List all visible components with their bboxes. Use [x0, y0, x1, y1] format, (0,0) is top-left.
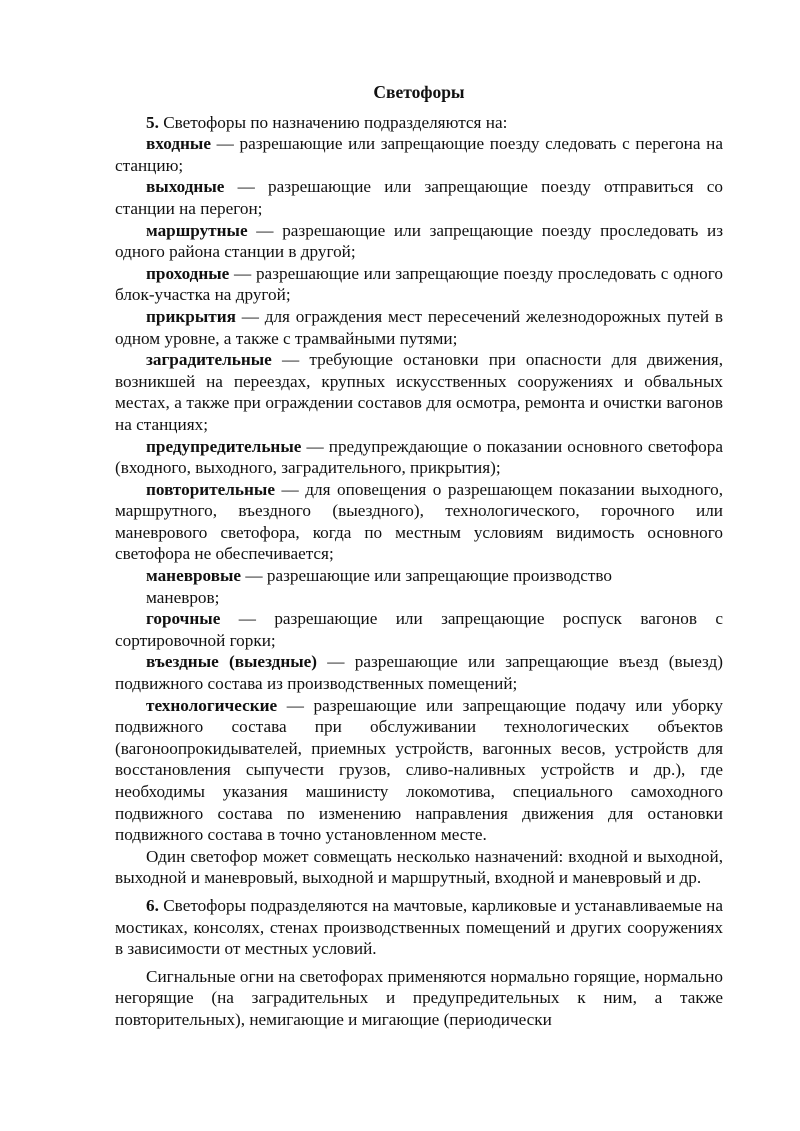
paragraph-combo: Один светофор может совмещать несколько назначений: входной и выходной, выходной и маневровый, выходной и маршрутный, входной и маневровый и др.	[115, 846, 723, 888]
list-item	[115, 133, 723, 176]
list-term: маршрутные	[146, 220, 248, 240]
list-term: предупредительные	[146, 436, 302, 456]
paragraph-signals: Сигнальные огни на светофорах применяются нормально горящие, нормально негорящие (на заградительных и предупредительных к ним, а также повторительных), немигающие и мигающие (периодически	[115, 966, 723, 1029]
list-term: заградительные	[146, 350, 272, 370]
paragraph-section-6	[115, 895, 723, 960]
section-6-text: Светофоры подразделяются на мачтовые, карликовые и устанавливаемые на мостиках, консолях, стенах производственных помещений и других сооружениях в зависимости от местных условий.	[115, 895, 723, 959]
list-text: — разрешающие или запрещающие поезду проследовать с одного блок-участка на другой;	[115, 263, 723, 305]
list-item	[115, 176, 723, 219]
list-text: — разрешающие или запрещающие поезду следовать с перегона на станцию;	[115, 134, 723, 175]
list-item	[115, 565, 723, 608]
list-term: проходные	[146, 263, 230, 283]
list-text: — разрешающие или запрещающие роспуск вагонов с сортировочной горки;	[115, 609, 723, 650]
page-title: Светофоры	[373, 82, 465, 102]
list-text: — разрешающие или запрещающие въезд (выезд) подвижного состава из производственных помещений;	[115, 652, 723, 694]
list-term: повторительные	[146, 479, 275, 499]
list-item	[115, 349, 723, 435]
list-item	[115, 479, 723, 565]
list-item	[115, 651, 723, 694]
list-item	[115, 263, 723, 306]
intro-text: Светофоры по назначению подразделяются на:	[158, 112, 508, 132]
list-term: въездные (выездные)	[146, 652, 318, 672]
list-item	[115, 436, 723, 479]
list-term: маневровые	[146, 566, 242, 586]
document-page	[115, 82, 723, 1031]
section-number: 6.	[146, 895, 159, 915]
list-text: — требующие остановки при опасности для движения, возникшей на переездах, крупных искусственных сооружениях и обвальных местах, а также при ограждении составов для осмотра, ремонта и очистки вагонов на станциях;	[115, 350, 723, 434]
list-item	[115, 695, 723, 846]
list-term: входные	[146, 134, 211, 154]
list-term: горочные	[146, 609, 221, 629]
list-term: выходные	[146, 177, 225, 197]
list-item	[115, 608, 723, 651]
list-text: — разрешающие или запрещающие поезду отправиться со станции на перегон;	[115, 177, 723, 218]
list-text: — разрешающие или запрещающие подачу или уборку подвижного состава при обслуживании технологических объектов (вагоноопрокидывателей, приемных устройств, вагонных весов, устройств для восстановления сыпучести грузов, сливо-наливных устройств и др.), где необходимы указания машинисту локомотива, специального самоходного подвижного состава по изменению направления движения для остановки подвижного состава в точно установленном месте.	[115, 695, 723, 845]
list-text: — предупреждающие о показании основного светофора (входного, выходного, заградительного, прикрытия);	[115, 436, 723, 478]
section-number: 5.	[146, 112, 159, 132]
paragraph-intro	[115, 112, 723, 134]
list-item	[115, 306, 723, 349]
list-text-continuation: маневров;	[146, 587, 220, 607]
list-text: — для оповещения о разрешающем показании выходного, маршрутного, въездного (выездного), технологического, горочного или маневрового светофора, когда по местным условиям видимость основного светофора не обеспечивается;	[115, 479, 723, 564]
list-item	[115, 220, 723, 263]
list-term: прикрытия	[146, 306, 236, 326]
list-text: — для ограждения мест пересечений железнодорожных путей в одном уровне, а также с трамвайными путями;	[115, 306, 723, 348]
list-term: технологические	[146, 695, 278, 715]
list-text: — разрешающие или запрещающие производство	[241, 566, 613, 586]
list-text: — разрешающие или запрещающие поезду проследовать из одного района станции в другой;	[115, 220, 723, 262]
